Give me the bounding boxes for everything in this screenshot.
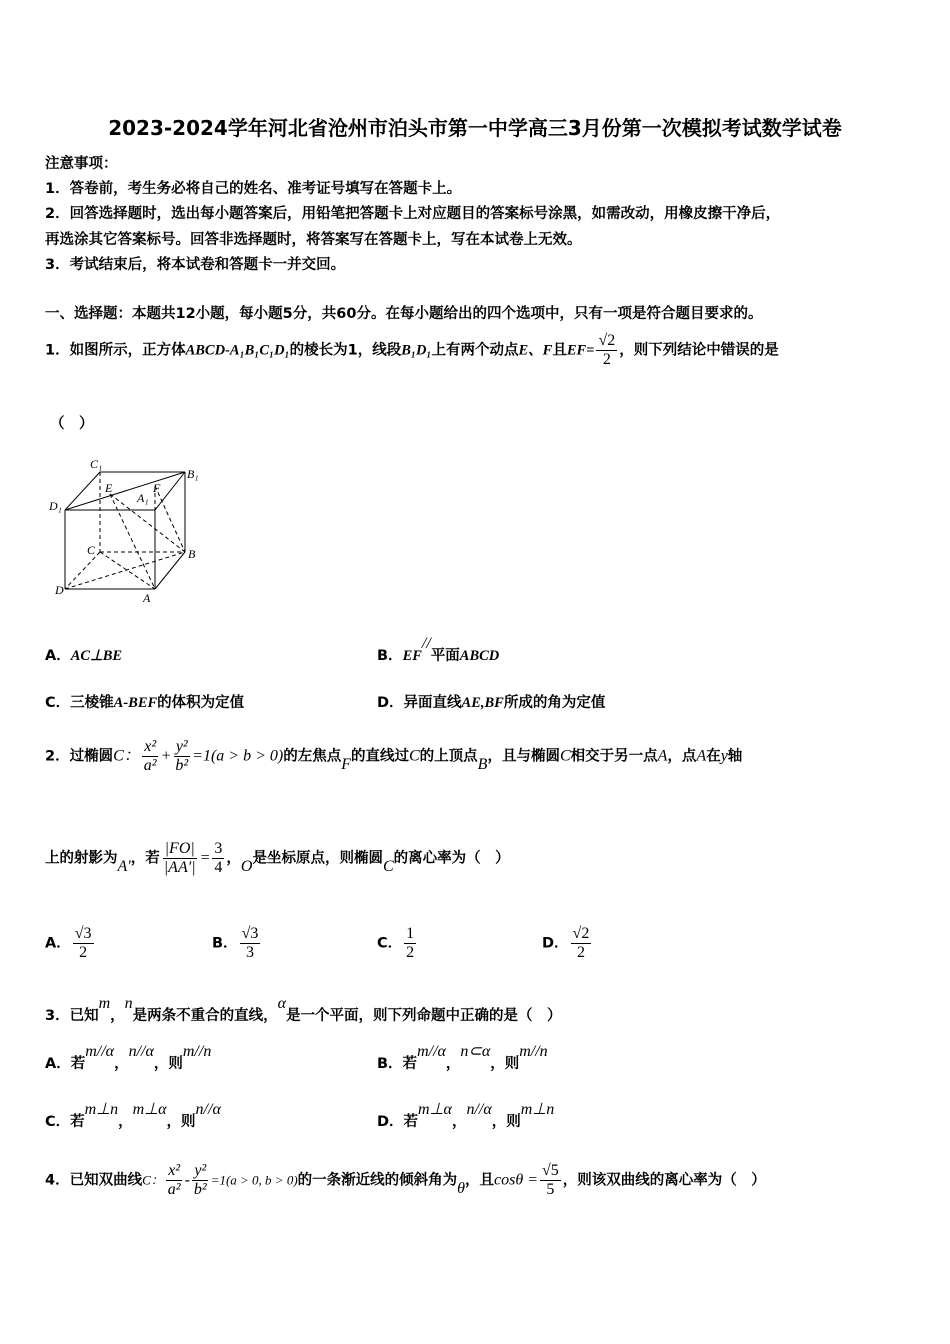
option-text: EF xyxy=(402,648,422,664)
q2-text: 的离心率为（ ） xyxy=(393,850,510,867)
fraction xyxy=(404,925,416,962)
numerator: y² xyxy=(194,1162,207,1179)
option-key: D． xyxy=(377,695,404,711)
note-item: 2．回答选择题时，选出每小题答案后，用铅笔把答题卡上对应题目的答案标号涂黑，如需改动，用橡皮擦干净后， xyxy=(45,206,781,222)
math: m//n xyxy=(519,1043,548,1060)
denominator: |AA′| xyxy=(163,859,196,876)
q2-option-b[interactable] xyxy=(212,925,262,962)
q1-option-c[interactable] xyxy=(45,691,244,712)
question-1 xyxy=(45,332,779,369)
numerator: √3 xyxy=(74,925,92,942)
option-key: A． xyxy=(45,648,71,664)
math: m⊥n xyxy=(520,1101,555,1118)
label-d1: D₁ xyxy=(49,499,62,513)
q2-text: ，若 xyxy=(130,850,160,867)
q2-text: 2．过椭圆 xyxy=(45,748,114,765)
math: y xyxy=(720,747,728,765)
denominator: 5 xyxy=(546,1181,555,1198)
fraction xyxy=(162,840,198,877)
q4-text: 4．已知双曲线 xyxy=(45,1172,143,1189)
option-key: C． xyxy=(377,935,403,952)
math: C xyxy=(382,857,394,875)
question-2 xyxy=(45,738,742,775)
denominator: 2 xyxy=(576,944,585,961)
page-title: 2023-2024学年河北省沧州市泊头市第一中学高三3月份第一次模拟考试数学试卷 xyxy=(108,116,842,140)
label-e: E xyxy=(105,481,113,495)
label-c: C xyxy=(87,543,96,557)
math: m⊥n xyxy=(84,1101,119,1118)
numerator: y² xyxy=(175,738,188,755)
q3-text: ，则 xyxy=(491,1114,521,1130)
fraction xyxy=(540,1162,561,1199)
answer-paren: （ ） xyxy=(50,416,94,432)
q1-option-d[interactable] xyxy=(377,691,605,712)
q2-text: 上的射影为 xyxy=(45,850,118,867)
math: n//α xyxy=(466,1101,492,1118)
fraction xyxy=(240,925,261,962)
label-f: F xyxy=(153,481,161,495)
q2-text: ， xyxy=(226,850,241,867)
q3-text: ， xyxy=(118,1114,133,1130)
question-2-line2 xyxy=(45,840,510,877)
option-text: 平面 xyxy=(430,648,460,664)
option-text: 的体积为定值 xyxy=(157,695,245,711)
denominator: a² xyxy=(167,1181,181,1198)
option-key: A． xyxy=(45,935,71,952)
q2-option-c[interactable] xyxy=(377,925,418,962)
fraction xyxy=(192,1162,209,1199)
fraction xyxy=(173,738,190,775)
numerator: √3 xyxy=(241,925,259,942)
numerator: √2 xyxy=(598,332,616,349)
math: θ xyxy=(457,1179,466,1197)
q1-fraction xyxy=(596,332,617,369)
numerator: √5 xyxy=(542,1162,559,1179)
label-b: B xyxy=(188,547,196,561)
math: C： xyxy=(113,747,140,765)
math: m//α xyxy=(85,1043,115,1060)
q1-text: 上有两个动点 xyxy=(431,342,519,359)
option-key: A．若 xyxy=(45,1056,86,1072)
label-a1: A₁ xyxy=(137,491,149,505)
parallel-symbol: // xyxy=(421,635,431,652)
note-item: 再选涂其它答案标号。回答非选择题时，将答案写在答题卡上，写在本试卷上无效。 xyxy=(45,232,582,248)
q1-text: 1．如图所示，正方体 xyxy=(45,342,186,359)
numerator: x² xyxy=(168,1162,181,1179)
q3-text: ， xyxy=(451,1114,467,1130)
fraction xyxy=(73,925,94,962)
q3-text: ，则 xyxy=(166,1114,196,1130)
denominator: a² xyxy=(143,757,157,774)
q3-text: ，则 xyxy=(490,1056,520,1072)
q1-text: ，则下列结论中错误的是 xyxy=(619,342,779,359)
denominator: 2 xyxy=(79,944,88,961)
question-4 xyxy=(45,1162,766,1199)
option-text: 异面直线 xyxy=(403,695,462,711)
option-key: D． xyxy=(542,935,569,952)
math: O xyxy=(240,857,253,875)
q2-text: ，且与椭圆 xyxy=(487,748,560,765)
denominator: 2 xyxy=(406,944,415,961)
q1-text: 且 xyxy=(552,342,567,359)
math: m xyxy=(98,995,111,1012)
q2-text: 相交于另一点 xyxy=(570,748,658,765)
fraction xyxy=(212,840,224,877)
numerator: √2 xyxy=(572,925,590,942)
math: C xyxy=(409,747,420,765)
q2-text: 的直线过 xyxy=(351,748,409,765)
math: C： xyxy=(142,1172,164,1188)
note-item: 1．答卷前，考生务必将自己的姓名、准考证号填写在答题卡上。 xyxy=(45,181,462,197)
q2-text: 的左焦点 xyxy=(283,748,342,765)
q3-text: ， xyxy=(110,1008,125,1024)
math: =1(a > 0, b > 0) xyxy=(210,1172,298,1188)
q3-text: 是一个平面，则下列命题中正确的是（ ） xyxy=(286,1008,562,1024)
option-key: B．若 xyxy=(377,1056,418,1072)
math: A′ xyxy=(117,857,131,875)
fraction xyxy=(142,738,159,775)
math: B xyxy=(477,755,488,773)
label-b1: B₁ xyxy=(187,467,199,481)
q1-ef: EF= xyxy=(566,342,595,359)
q1-segment: B₁D₁ xyxy=(401,342,432,359)
option-text: AE,BF xyxy=(461,695,504,711)
q4-text: ，则该双曲线的离心率为（ ） xyxy=(562,1172,766,1189)
denominator: b² xyxy=(175,757,189,774)
option-key: C．若 xyxy=(45,1114,85,1130)
q2-text: ，点 xyxy=(667,748,697,765)
notes-heading: 注意事项： xyxy=(45,156,118,172)
option-key: B． xyxy=(377,648,403,664)
denominator: 3 xyxy=(245,944,254,961)
denominator: b² xyxy=(193,1181,207,1198)
q3-option-b[interactable] xyxy=(377,1043,548,1073)
q2-text: 是坐标原点，则椭圆 xyxy=(252,850,383,867)
q1-text: 的棱长为1，线段 xyxy=(289,342,402,359)
q3-option-a[interactable] xyxy=(45,1043,212,1073)
q2-text: 轴 xyxy=(727,748,743,765)
note-item: 3．考试结束后，将本试卷和答题卡一并交回。 xyxy=(45,257,346,273)
math: n//α xyxy=(195,1101,221,1118)
numerator: 1 xyxy=(406,925,415,942)
math: F xyxy=(341,755,351,773)
numerator: x² xyxy=(144,738,157,755)
math: = xyxy=(199,849,211,867)
math: cosθ = xyxy=(494,1171,539,1189)
option-text: 三棱锥 xyxy=(70,695,114,711)
math: m//α xyxy=(417,1043,446,1060)
math: n xyxy=(124,995,133,1012)
q3-text: 3．已知 xyxy=(45,1008,99,1024)
q2-text: 在 xyxy=(706,748,721,765)
math: A xyxy=(696,747,707,765)
fraction xyxy=(571,925,592,962)
math: A xyxy=(657,747,668,765)
option-text: ABCD xyxy=(459,648,500,664)
q3-text: 是两条不重合的直线， xyxy=(132,1008,278,1024)
option-key: D．若 xyxy=(377,1114,419,1130)
math: - xyxy=(184,1171,190,1189)
q4-text: ，且 xyxy=(465,1172,495,1189)
math: C xyxy=(559,747,571,765)
question-3 xyxy=(45,995,562,1025)
math: =1(a > b > 0) xyxy=(192,747,284,765)
q1-cube: ABCD-A₁B₁C₁D₁ xyxy=(185,342,290,359)
math: m//n xyxy=(182,1043,212,1060)
math: n⊂α xyxy=(460,1043,491,1060)
option-text: A-BEF xyxy=(113,695,158,711)
q2-text: 的上顶点 xyxy=(419,748,478,765)
q3-option-c[interactable] xyxy=(45,1101,221,1131)
option-key: C． xyxy=(45,695,71,711)
q1-points: E、F xyxy=(518,342,553,359)
math: m⊥α xyxy=(418,1101,452,1118)
fraction xyxy=(166,1162,183,1199)
label-d: D xyxy=(55,583,64,597)
math: α xyxy=(277,995,287,1012)
math: + xyxy=(160,747,172,765)
math: n//α xyxy=(128,1043,154,1060)
q3-text: ， xyxy=(445,1056,461,1072)
label-c1: C₁ xyxy=(90,457,103,471)
label-a: A xyxy=(143,591,151,604)
numerator: |FO| xyxy=(164,840,195,857)
section-heading: 一、选择题：本题共12小题，每小题5分，共60分。在每小题给出的四个选项中，只有一项是符合题目要求的。 xyxy=(45,306,763,322)
q2-option-a[interactable] xyxy=(45,925,96,962)
denominator: 2 xyxy=(602,351,611,368)
option-text: 所成的角为定值 xyxy=(503,695,606,711)
q1-option-a[interactable] xyxy=(45,644,122,665)
q1-option-b[interactable] xyxy=(377,635,500,665)
q4-text: 的一条渐近线的倾斜角为 xyxy=(297,1172,458,1189)
q3-text: ， xyxy=(114,1056,129,1072)
q3-text: ，则 xyxy=(153,1056,183,1072)
cube-figure xyxy=(45,452,215,604)
denominator: 4 xyxy=(214,859,223,876)
numerator: 3 xyxy=(214,840,223,857)
option-text: AC⊥BE xyxy=(70,648,123,664)
q2-option-d[interactable] xyxy=(542,925,593,962)
option-key: B． xyxy=(212,935,238,952)
q3-option-d[interactable] xyxy=(377,1101,555,1131)
math: m⊥α xyxy=(132,1101,167,1118)
